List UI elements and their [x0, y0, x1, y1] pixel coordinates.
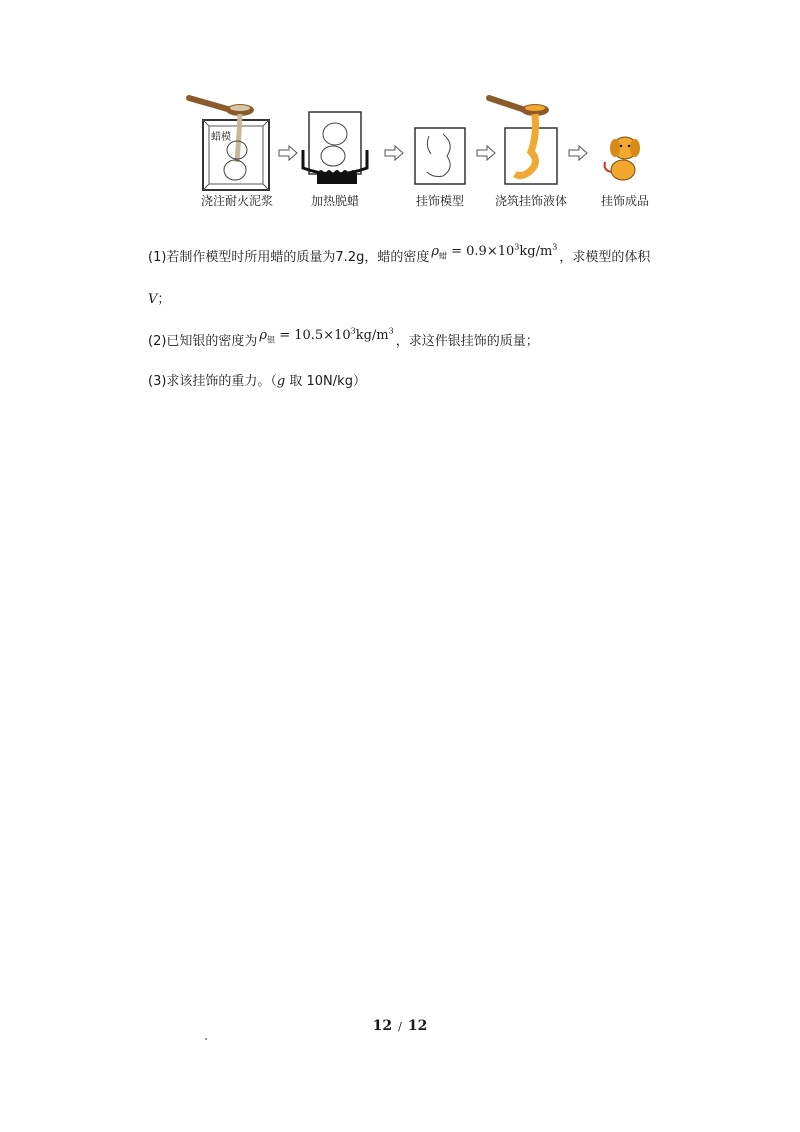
q3-g-var: g [276, 374, 286, 389]
q2-formula: $\rho_银 = 10.5\times 10^3kg/m^3$ [259, 326, 394, 345]
process-figure [185, 92, 655, 212]
q1-prefix: (1)若制作模型时所用蜡的质量为7.2g，蜡的密度 [148, 250, 430, 265]
arrow-right-icon [385, 146, 403, 160]
q3-suffix: 取 10N/kg） [285, 374, 366, 389]
stage-heat-dewax [303, 112, 367, 184]
caption-stage-1: 浇注耐火泥浆 [200, 194, 274, 208]
q1-line2-end: ； [157, 292, 171, 307]
stray-dot [205, 1038, 207, 1040]
page-number: 12 / 12 [372, 1018, 428, 1034]
q2-prefix: (2)已知银的密度为 [148, 334, 258, 349]
caption-stage-4: 浇筑挂饰液体 [494, 194, 568, 208]
arrow-right-icon [279, 146, 297, 160]
q1-suffix: ，求模型的体积 [559, 250, 651, 265]
question-3 [148, 370, 366, 389]
caption-stage-2: 加热脱蜡 [310, 194, 360, 208]
q3-prefix: (3)求该挂饰的重力。（ [148, 374, 277, 389]
question-2 [148, 326, 539, 352]
question-1 [148, 242, 651, 268]
stage-mold [415, 128, 465, 184]
stage-pour-liquid [489, 98, 557, 184]
caption-stage-5: 挂饰成品 [600, 194, 650, 208]
arrow-right-icon [569, 146, 587, 160]
process-illustration [185, 92, 655, 192]
q2-suffix: ，求这件银挂饰的质量； [395, 334, 539, 349]
question-1-continued [148, 288, 170, 307]
caption-stage-3: 挂饰模型 [415, 194, 465, 208]
stage-finished-product [605, 137, 640, 180]
q1-volume-var: V [148, 292, 158, 307]
q1-formula: $\rho_蜡 = 0.9\times 10^3kg/m^3$ [431, 242, 558, 261]
stage-pour-slurry [189, 98, 269, 190]
arrow-right-icon [477, 146, 495, 160]
wax-mold-label: 蜡模 [211, 132, 231, 143]
